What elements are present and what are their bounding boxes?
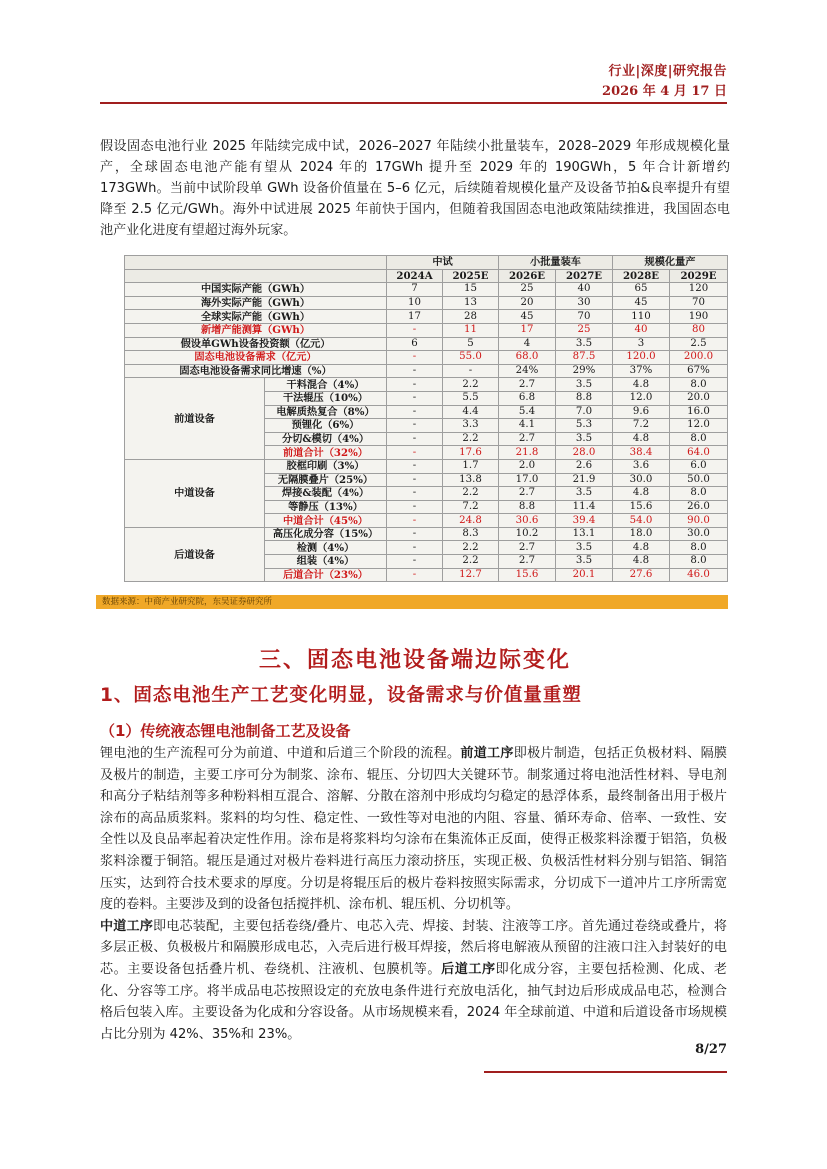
table-cell: - — [387, 446, 443, 460]
table-cell: 12.7 — [443, 568, 499, 582]
table-cell: - — [387, 527, 443, 541]
table-cell: 7.2 — [613, 419, 670, 433]
table-cell: 67% — [670, 364, 728, 378]
table-phase-header-row — [125, 256, 728, 270]
table-cell: 13.8 — [443, 473, 499, 487]
table-cell: 3.5 — [556, 541, 613, 555]
table-cell: 2.7 — [499, 541, 556, 555]
table-cell: 46.0 — [670, 568, 728, 582]
table-cell: 4.8 — [613, 541, 670, 555]
table-cell: - — [387, 378, 443, 392]
year-header: 2029E — [670, 269, 728, 283]
table-cell: 2.5 — [670, 337, 728, 351]
table-cell: 3.5 — [556, 432, 613, 446]
table-cell: 39.4 — [556, 514, 613, 528]
table-cell: 17.0 — [499, 473, 556, 487]
row-label: 预锂化（6%） — [265, 419, 387, 433]
table-cell: 5.5 — [443, 391, 499, 405]
report-date: 2026 年 4 月 17 日 — [602, 84, 727, 99]
table-row — [125, 296, 728, 310]
page-number: 8/27 — [695, 1042, 727, 1057]
table-cell: 17 — [387, 310, 443, 324]
table-cell: 55.0 — [443, 351, 499, 365]
table-cell: 4.1 — [499, 419, 556, 433]
table-cell: 40 — [556, 283, 613, 297]
table-cell: 190 — [670, 310, 728, 324]
table-row — [125, 337, 728, 351]
table-cell: 7.0 — [556, 405, 613, 419]
table-cell: 11 — [443, 323, 499, 337]
table-cell: 68.0 — [499, 351, 556, 365]
header-divider — [100, 102, 727, 104]
table-cell: 24.8 — [443, 514, 499, 528]
table-cell: 7.2 — [443, 500, 499, 514]
section-title: 三、固态电池设备端边际变化 — [258, 648, 571, 673]
table-cell: 1.7 — [443, 459, 499, 473]
table-cell: 9.6 — [613, 405, 670, 419]
table-cell: 200.0 — [670, 351, 728, 365]
row-label: 新增产能测算（GWh） — [125, 323, 387, 337]
row-label: 组装（4%） — [265, 555, 387, 569]
back-process-term: 后道工序 — [441, 961, 496, 977]
table-cell: 2.0 — [499, 459, 556, 473]
table-cell: 8.0 — [670, 541, 728, 555]
table-cell: 110 — [613, 310, 670, 324]
table-cell: - — [387, 419, 443, 433]
row-label: 干料混合（4%） — [265, 378, 387, 392]
intro-paragraph — [100, 136, 730, 241]
table-cell: 2.7 — [499, 432, 556, 446]
table-cell: 13.1 — [556, 527, 613, 541]
table-cell: 8.0 — [670, 432, 728, 446]
table-cell: 12.0 — [670, 419, 728, 433]
table-cell: 3.5 — [556, 337, 613, 351]
row-label: 前道合计（32%） — [265, 446, 387, 460]
table-cell: 2.2 — [443, 487, 499, 501]
table-cell: 29% — [556, 364, 613, 378]
subsection-title: 1、固态电池生产工艺变化明显，设备需求与价值量重塑 — [100, 685, 582, 706]
table-cell: - — [387, 391, 443, 405]
table-row — [125, 364, 728, 378]
table-cell: 4.8 — [613, 378, 670, 392]
table-cell: 26.0 — [670, 500, 728, 514]
body-text-segment: 即电芯装配，主要包括卷绕/叠片、电芯入壳、焊接、封装、注液等工序。首先通过卷绕或叠片，将多层正极、负极极片和隔膜形成电芯，入壳后进行极耳焊接，然后将电解液从预留的注液口注入封装好的电芯。主要设备包括叠片机、卷绕机、注液机、包膜机等。 — [100, 918, 728, 977]
category-label: 前道设备 — [125, 378, 265, 460]
table-cell: 4.8 — [613, 555, 670, 569]
table-cell: 2.7 — [499, 378, 556, 392]
category-label: 中道设备 — [125, 459, 265, 527]
phase-header-small-batch: 小批量装车 — [499, 256, 613, 270]
table-cell: 5.4 — [499, 405, 556, 419]
phase-header-mass-production: 规模化量产 — [613, 256, 728, 270]
table-cell: 20.1 — [556, 568, 613, 582]
table-cell: 40 — [613, 323, 670, 337]
table-cell: - — [387, 555, 443, 569]
table-cell: 65 — [613, 283, 670, 297]
table-cell: 8.0 — [670, 487, 728, 501]
equipment-demand-table — [124, 255, 727, 582]
table-cell: 87.5 — [556, 351, 613, 365]
table-cell: 45 — [499, 310, 556, 324]
table-cell: - — [387, 432, 443, 446]
table-cell: 5 — [443, 337, 499, 351]
table-cell: - — [387, 514, 443, 528]
phase-header-pilot: 中试 — [387, 256, 499, 270]
row-label: 假设单GWh设备投资额（亿元） — [125, 337, 387, 351]
table-cell: 20.0 — [670, 391, 728, 405]
body-paragraph — [100, 743, 727, 1045]
table-cell: 30.6 — [499, 514, 556, 528]
table-cell: 4.8 — [613, 432, 670, 446]
table-cell: 2.7 — [499, 555, 556, 569]
year-header: 2024A — [387, 269, 443, 283]
table-cell: 90.0 — [670, 514, 728, 528]
report-category-tag: 行业|深度|研究报告 — [608, 64, 727, 79]
row-label: 海外实际产能（GWh） — [125, 296, 387, 310]
table-cell: 4.8 — [613, 487, 670, 501]
table-cell: 4 — [499, 337, 556, 351]
table-cell: 8.8 — [499, 500, 556, 514]
row-label: 干法辊压（10%） — [265, 391, 387, 405]
row-label: 无隔膜叠片（25%） — [265, 473, 387, 487]
table-cell: - — [387, 459, 443, 473]
row-label: 焊接&装配（4%） — [265, 487, 387, 501]
table-row — [125, 351, 728, 365]
table-cell: 54.0 — [613, 514, 670, 528]
table-row — [125, 527, 728, 541]
table-cell: 18.0 — [613, 527, 670, 541]
table-cell: 15.6 — [499, 568, 556, 582]
table-year-header-row — [125, 269, 728, 283]
table-source-note: 数据来源：中商产业研究院，东吴证券研究所 — [96, 595, 728, 609]
table-cell: 8.3 — [443, 527, 499, 541]
front-process-term: 前道工序 — [460, 746, 514, 761]
table-cell: 8.0 — [670, 378, 728, 392]
row-label: 高压化成分容（15%） — [265, 527, 387, 541]
body-text-segment: 即化成分容，主要包括检测、化成、老化、分容等工序。将半成品电芯按照设定的充放电条件进行充放电活化，抽气封边后形成成品电芯，检测合格后包装入库。主要设备为化成和分容设备。从市场规模来看，2024 年全球前道、中道和后道设备市场规模占比分别为 42%、35%和 23%。 — [100, 961, 728, 1042]
table-cell: 20 — [499, 296, 556, 310]
table-cell: - — [387, 323, 443, 337]
table-cell: 28.0 — [556, 446, 613, 460]
table-cell: 11.4 — [556, 500, 613, 514]
table-cell: 45 — [613, 296, 670, 310]
year-header: 2025E — [443, 269, 499, 283]
table-cell: 15.6 — [613, 500, 670, 514]
table-cell: 4.4 — [443, 405, 499, 419]
table-cell: 70 — [556, 310, 613, 324]
table-cell: - — [387, 351, 443, 365]
table-cell: - — [387, 405, 443, 419]
table-cell: 3 — [613, 337, 670, 351]
table-cell: 10 — [387, 296, 443, 310]
table-cell: - — [387, 500, 443, 514]
table-corner-cell — [125, 269, 387, 283]
table-cell: - — [387, 487, 443, 501]
table-cell: 27.6 — [613, 568, 670, 582]
table-cell: 7 — [387, 283, 443, 297]
table-cell: 10.2 — [499, 527, 556, 541]
year-header: 2026E — [499, 269, 556, 283]
body-text-segment: 即极片制造，包括正负极材料、隔膜及极片的制造，主要工序可分为制浆、涂布、辊压、分切四大关键环节。制浆通过将电池活性材料、导电剂和高分子粘结剂等多种粉料相互混合、溶解、分散在溶剂中形成均匀稳定的悬浮体系，最终制备出用于极片涂布的高品质浆料。浆料的均匀性、稳定性、一致性等对电池的内阻、容量、循环寿命、倍率、一致性、安全性以及良品率起着决定性作用。涂布是将浆料均匀涂布在集流体正反面，使得正极浆料涂覆于铝箔，负极浆料涂覆于铜箔。辊压是通过对极片卷料进行高压力滚动挤压，实现正极、负极活性材料分别与铝箔、铜箔压实，达到符合技术要求的厚度。分切是将辊压后的极片卷料按照实际需求，分切成下一道冲片工序所需宽度的卷料。主要涉及到的设备包括搅拌机、涂布机、辊压机、分切机等。 — [100, 746, 728, 913]
table-cell: 80 — [670, 323, 728, 337]
row-label: 等静压（13%） — [265, 500, 387, 514]
row-label: 固态电池设备需求同比增速（%） — [125, 364, 387, 378]
table-cell: 2.2 — [443, 378, 499, 392]
table-cell: 25 — [499, 283, 556, 297]
table-cell: - — [387, 568, 443, 582]
body-text-segment: 锂电池的生产流程可分为前道、中道和后道三个阶段的流程。 — [100, 746, 461, 761]
middle-process-term: 中道工序 — [100, 918, 153, 934]
table-cell: 120 — [670, 283, 728, 297]
table-cell: 24% — [499, 364, 556, 378]
table-cell: 13 — [443, 296, 499, 310]
table-row — [125, 310, 728, 324]
table-corner-cell — [125, 256, 387, 270]
table-cell: 3.5 — [556, 487, 613, 501]
table-cell: 2.2 — [443, 555, 499, 569]
row-label: 中国实际产能（GWh） — [125, 283, 387, 297]
table-cell: 21.9 — [556, 473, 613, 487]
table-cell: 2.2 — [443, 541, 499, 555]
intro-text: 假设固态电池行业 2025 年陆续完成中试，2026–2027 年陆续小批量装车，2028–2029 年形成规模化量产，全球固态电池产能有望从 2024 年的 17GWh 提升至 2029 年的 190GWh，5 年合计新增约 173GWh。当前中试阶段单 GWh 设备价值量在 5–6 亿元，后续随着规模化量产及设备节拍&良率提升有望降至 2.5 亿元/GWh。海外中试进展 2025 年前快于国内，但随着我国固态电池政策陆续推进，我国固态电池产业化进度有望超过海外玩家。 — [100, 139, 730, 238]
table-cell: 30.0 — [670, 527, 728, 541]
table-row — [125, 323, 728, 337]
table-cell: 50.0 — [670, 473, 728, 487]
table-cell: - — [387, 364, 443, 378]
table-cell: 12.0 — [613, 391, 670, 405]
table-cell: 17.6 — [443, 446, 499, 460]
table-cell: 38.4 — [613, 446, 670, 460]
table-cell: 6.0 — [670, 459, 728, 473]
table-cell: - — [387, 541, 443, 555]
table-cell: 2.6 — [556, 459, 613, 473]
table-row — [125, 378, 728, 392]
year-header: 2028E — [613, 269, 670, 283]
table-cell: 2.2 — [443, 432, 499, 446]
table-cell: 64.0 — [670, 446, 728, 460]
table-cell: 17 — [499, 323, 556, 337]
table-cell: 8.8 — [556, 391, 613, 405]
row-label: 分切&模切（4%） — [265, 432, 387, 446]
table-cell: 6 — [387, 337, 443, 351]
row-label: 全球实际产能（GWh） — [125, 310, 387, 324]
table-cell: 37% — [613, 364, 670, 378]
table-cell: 3.3 — [443, 419, 499, 433]
category-label: 后道设备 — [125, 527, 265, 581]
table-cell: 5.3 — [556, 419, 613, 433]
table-cell: 70 — [670, 296, 728, 310]
table-cell: - — [443, 364, 499, 378]
row-label: 后道合计（23%） — [265, 568, 387, 582]
footer-divider — [484, 1071, 727, 1073]
table-cell: 120.0 — [613, 351, 670, 365]
table-cell: 30.0 — [613, 473, 670, 487]
table-cell: 3.5 — [556, 378, 613, 392]
row-label: 胶框印刷（3%） — [265, 459, 387, 473]
table-cell: - — [387, 473, 443, 487]
table-cell: 6.8 — [499, 391, 556, 405]
table-cell: 16.0 — [670, 405, 728, 419]
row-label: 固态电池设备需求（亿元） — [125, 351, 387, 365]
table-cell: 2.7 — [499, 487, 556, 501]
table-cell: 25 — [556, 323, 613, 337]
table-cell: 8.0 — [670, 555, 728, 569]
row-label: 检测（4%） — [265, 541, 387, 555]
year-header: 2027E — [556, 269, 613, 283]
table-row — [125, 283, 728, 297]
table-cell: 28 — [443, 310, 499, 324]
table-cell: 30 — [556, 296, 613, 310]
table-cell: 21.8 — [499, 446, 556, 460]
table-cell: 3.5 — [556, 555, 613, 569]
table-cell: 15 — [443, 283, 499, 297]
row-label: 电解质热复合（8%） — [265, 405, 387, 419]
table-row — [125, 459, 728, 473]
subsubsection-title: （1）传统液态锂电池制备工艺及设备 — [100, 722, 351, 740]
row-label: 中道合计（45%） — [265, 514, 387, 528]
table-cell: 3.6 — [613, 459, 670, 473]
